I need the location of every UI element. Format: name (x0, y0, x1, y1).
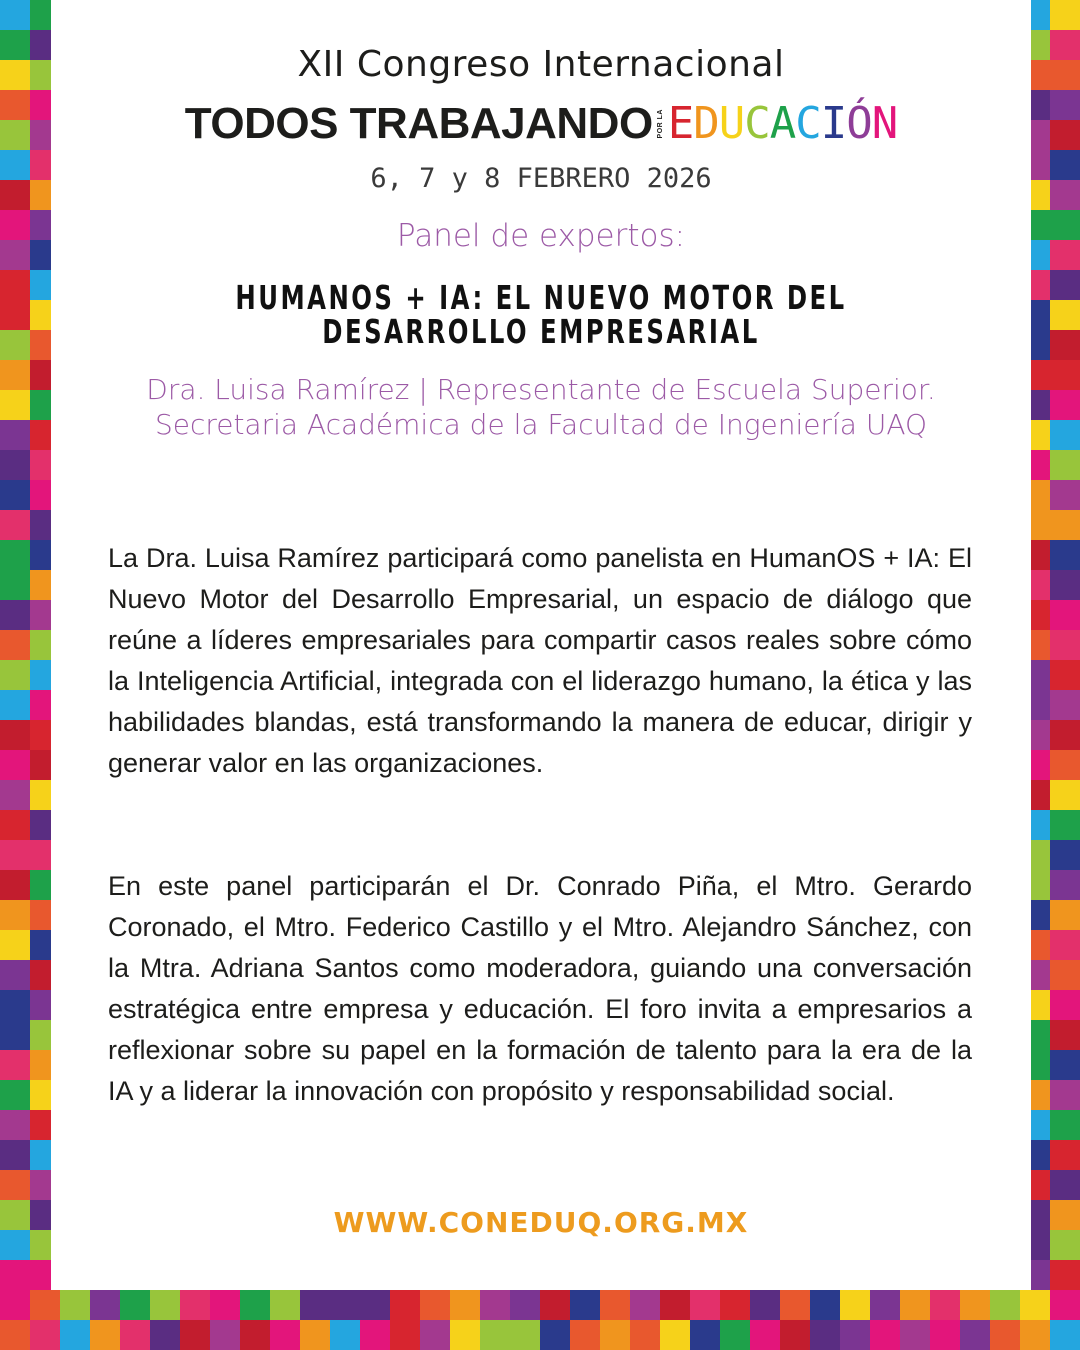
mosaic-tile (1050, 1110, 1080, 1140)
mosaic-tile (990, 1320, 1020, 1350)
mosaic-tile (1050, 450, 1080, 480)
mosaic-tile (990, 1290, 1020, 1320)
brand-logo (51, 100, 1031, 148)
event-dates: 6, 7 y 8 FEBRERO 2026 (370, 163, 712, 194)
mosaic-tile (30, 1290, 60, 1320)
mosaic-tile (120, 1290, 150, 1320)
mosaic-tile (1050, 90, 1080, 120)
description-paragraph-2: En este panel participarán el Dr. Conrado Piña, el Mtro. Gerardo Coronado, el Mtro. Federico Castillo y el Mtro. Alejandro Sánchez, con la Mtra. Adriana Santos como moderadora, guiando una conversación estratégica entre empresa y educación. El foro invita a empresarios a reflexionar sobre su papel en la formación de talento para la era de la IA y a liderar la innovación con propósito y responsabilidad social. (108, 871, 972, 1106)
mosaic-tile (0, 30, 30, 60)
mosaic-tile (720, 1290, 750, 1320)
mosaic-tile (750, 1320, 780, 1350)
mosaic-tile (630, 1290, 660, 1320)
mosaic-tile (0, 540, 30, 570)
mosaic-tile (660, 1290, 690, 1320)
mosaic-tile (0, 1260, 30, 1290)
mosaic-tile (0, 210, 30, 240)
mosaic-tile (900, 1320, 930, 1350)
mosaic-tile (1050, 1230, 1080, 1260)
mosaic-tile (1050, 270, 1080, 300)
mosaic-tile (1050, 1260, 1080, 1290)
mosaic-tile (480, 1290, 510, 1320)
mosaic-tile (1050, 690, 1080, 720)
mosaic-tile (120, 1320, 150, 1350)
mosaic-tile (0, 1230, 30, 1260)
mosaic-tile (0, 510, 30, 540)
mosaic-tile (900, 1290, 930, 1320)
mosaic-tile (0, 870, 30, 900)
brand-letter: C (744, 98, 770, 149)
mosaic-tile (0, 390, 30, 420)
mosaic-tile (1050, 30, 1080, 60)
mosaic-tile (390, 1320, 420, 1350)
mosaic-tile (0, 90, 30, 120)
mosaic-tile (420, 1320, 450, 1350)
mosaic-tile (480, 1320, 510, 1350)
mosaic-tile (1050, 720, 1080, 750)
mosaic-tile (0, 1170, 30, 1200)
mosaic-tile (1050, 1170, 1080, 1200)
mosaic-tile (1050, 360, 1080, 390)
brand-letter: E (667, 98, 694, 149)
mosaic-tile (0, 420, 30, 450)
mosaic-tile (1050, 540, 1080, 570)
mosaic-tile (0, 450, 30, 480)
mosaic-tile (30, 1320, 60, 1350)
mosaic-tile (510, 1320, 540, 1350)
mosaic-tile (870, 1320, 900, 1350)
mosaic-tile (870, 1290, 900, 1320)
brand-letter: A (769, 98, 796, 149)
mosaic-tile (0, 780, 30, 810)
mosaic-tile (1050, 1050, 1080, 1080)
mosaic-tile (0, 1140, 30, 1170)
mosaic-tile (1020, 1320, 1050, 1350)
mosaic-tile (0, 1200, 30, 1230)
mosaic-tile (1050, 570, 1080, 600)
mosaic-tile (0, 1320, 30, 1350)
mosaic-tile (240, 1320, 270, 1350)
mosaic-tile (0, 810, 30, 840)
mosaic-tile (1050, 750, 1080, 780)
mosaic-tile (780, 1320, 810, 1350)
brand-letter: Ó (846, 98, 872, 149)
mosaic-tile (0, 990, 30, 1020)
mosaic-tile (1050, 240, 1080, 270)
mosaic-tile (1050, 420, 1080, 450)
mosaic-tile (540, 1290, 570, 1320)
mosaic-tile (1050, 990, 1080, 1020)
mosaic-tile (210, 1320, 240, 1350)
mosaic-tile (390, 1290, 420, 1320)
mosaic-tile (0, 1050, 30, 1080)
mosaic-tile (540, 1320, 570, 1350)
mosaic-tile (1050, 1080, 1080, 1110)
mosaic-tile (0, 660, 30, 690)
mosaic-tile (1050, 600, 1080, 630)
mosaic-tile (930, 1290, 960, 1320)
mosaic-tile (1050, 1290, 1080, 1320)
mosaic-tile (1050, 840, 1080, 870)
brand-education-word (668, 100, 898, 148)
brand-letter: C (795, 98, 821, 149)
mosaic-tile (360, 1290, 390, 1320)
mosaic-tile (570, 1290, 600, 1320)
mosaic-tile (0, 240, 30, 270)
mosaic-tile (0, 0, 30, 30)
mosaic-tile (0, 120, 30, 150)
mosaic-tile (780, 1290, 810, 1320)
mosaic-tile (300, 1320, 330, 1350)
mosaic-tile (1050, 1020, 1080, 1050)
mosaic-tile (90, 1320, 120, 1350)
mosaic-tile (960, 1320, 990, 1350)
mosaic-tile (0, 720, 30, 750)
mosaic-tile (0, 900, 30, 930)
mosaic-tile (1050, 1320, 1080, 1350)
mosaic-tile (180, 1290, 210, 1320)
mosaic-tile (1050, 870, 1080, 900)
mosaic-tile (0, 750, 30, 780)
mosaic-tile (1020, 1290, 1050, 1320)
mosaic-tile (1050, 120, 1080, 150)
mosaic-tile (960, 1290, 990, 1320)
brand-letter: I (820, 98, 847, 149)
mosaic-tile (840, 1290, 870, 1320)
mosaic-tile (180, 1320, 210, 1350)
mosaic-tile (0, 300, 30, 330)
mosaic-tile (150, 1290, 180, 1320)
mosaic-tile (1050, 810, 1080, 840)
mosaic-tile (1050, 930, 1080, 960)
mosaic-tile (1050, 390, 1080, 420)
mosaic-tile (1050, 480, 1080, 510)
mosaic-tile (1050, 780, 1080, 810)
brand-small-text: POR LA (656, 109, 664, 139)
mosaic-tile (690, 1290, 720, 1320)
mosaic-tile (0, 690, 30, 720)
mosaic-tile (0, 930, 30, 960)
mosaic-tile (810, 1320, 840, 1350)
speaker-info: Dra. Luisa Ramírez | Representante de Escuela Superior. Secretaria Académica de la Facultad de Ingeniería UAQ (146, 373, 936, 441)
mosaic-tile (720, 1320, 750, 1350)
brand-main-text: TODOS TRABAJANDO (184, 99, 653, 148)
mosaic-tile (930, 1320, 960, 1350)
mosaic-tile (1050, 330, 1080, 360)
mosaic-tile (0, 1290, 30, 1320)
mosaic-tile (90, 1290, 120, 1320)
mosaic-tile (690, 1320, 720, 1350)
mosaic-tile (0, 1020, 30, 1050)
mosaic-tile (570, 1320, 600, 1350)
mosaic-tile (300, 1290, 330, 1320)
mosaic-tile (840, 1320, 870, 1350)
mosaic-tile (1050, 900, 1080, 930)
mosaic-tile (0, 480, 30, 510)
mosaic-tile (0, 180, 30, 210)
brand-letter: D (693, 98, 719, 149)
mosaic-tile (510, 1290, 540, 1320)
mosaic-tile (810, 1290, 840, 1320)
mosaic-tile (0, 150, 30, 180)
mosaic-tile (420, 1290, 450, 1320)
congress-title: XII Congreso Internacional (297, 44, 785, 85)
mosaic-tile (0, 630, 30, 660)
brand-letter: N (871, 98, 898, 149)
mosaic-tile (0, 270, 30, 300)
mosaic-tile (270, 1320, 300, 1350)
session-type-label: Panel de expertos: (396, 218, 686, 254)
mosaic-tile (0, 60, 30, 90)
mosaic-tile (450, 1290, 480, 1320)
description-paragraph-1: La Dra. Luisa Ramírez participará como panelista en HumanOS + IA: El Nuevo Motor del Desarrollo Empresarial, un espacio de diálogo que reúne a líderes empresariales para compartir casos reales sobre cómo la Inteligencia Artificial, integrada con el liderazgo humano, la ética y las habilidades blandas, está transformando la manera de educar, dirigir y generar valor en las organizaciones. (108, 543, 972, 778)
mosaic-tile (0, 330, 30, 360)
mosaic-tile (240, 1290, 270, 1320)
mosaic-tile (330, 1320, 360, 1350)
mosaic-tile (0, 960, 30, 990)
mosaic-tile (1050, 1140, 1080, 1170)
mosaic-tile (0, 1110, 30, 1140)
mosaic-tile (1050, 210, 1080, 240)
mosaic-tile (1050, 180, 1080, 210)
mosaic-tile (0, 600, 30, 630)
mosaic-tile (0, 360, 30, 390)
mosaic-tile (450, 1320, 480, 1350)
mosaic-tile (0, 570, 30, 600)
mosaic-tile (150, 1320, 180, 1350)
mosaic-tile (0, 1080, 30, 1110)
mosaic-tile (1050, 150, 1080, 180)
mosaic-tile (1050, 0, 1080, 30)
session-title: HUMANOS + IA: EL NUEVO MOTOR DEL DESARROLLO EMPRESARIAL (235, 278, 847, 351)
mosaic-tile (750, 1290, 780, 1320)
mosaic-tile (1050, 1200, 1080, 1230)
mosaic-tile (1050, 960, 1080, 990)
mosaic-tile (1050, 60, 1080, 90)
mosaic-tile (630, 1320, 660, 1350)
mosaic-tile (1050, 660, 1080, 690)
mosaic-tile (1050, 630, 1080, 660)
content-panel (51, 0, 1031, 1290)
mosaic-tile (330, 1290, 360, 1320)
mosaic-tile (600, 1290, 630, 1320)
mosaic-tile (1050, 300, 1080, 330)
website-link[interactable]: WWW.CONEDUQ.ORG.MX (333, 1206, 749, 1239)
mosaic-tile (660, 1320, 690, 1350)
mosaic-tile (210, 1290, 240, 1320)
mosaic-tile (1050, 510, 1080, 540)
mosaic-tile (60, 1320, 90, 1350)
mosaic-tile (270, 1290, 300, 1320)
brand-letter: U (718, 98, 745, 149)
mosaic-tile (0, 840, 30, 870)
mosaic-tile (60, 1290, 90, 1320)
mosaic-tile (600, 1320, 630, 1350)
mosaic-tile (360, 1320, 390, 1350)
